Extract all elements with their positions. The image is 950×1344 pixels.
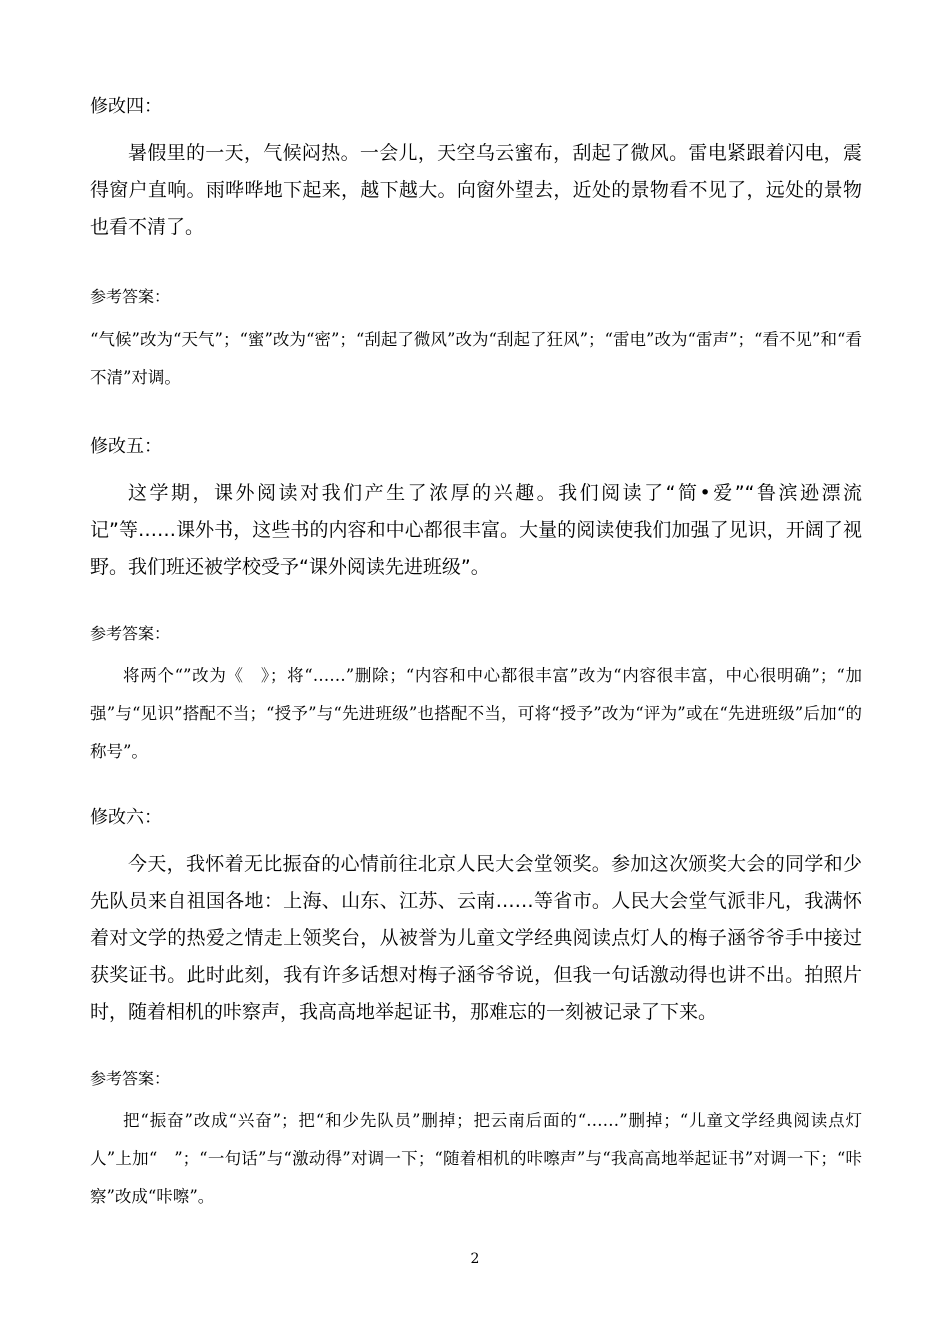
- section-five: [90, 436, 862, 586]
- answer-six: [90, 1068, 862, 1216]
- section-paragraph: 暑假里的一天，气候闷热。一会儿，天空乌云蜜布，刮起了微风。雷电紧跟着闪电，震得窗户直响。雨哗哗地下起来，越下越大。向窗外望去，近处的景物看不见了，远处的景物也看不清了。: [90, 142, 862, 238]
- section-label: 修改五：: [90, 436, 162, 457]
- answer-text: 把“振奋”改成“兴奋”；把“和少先队员”删掉；把云南后面的“……”删掉；“儿童文学经典阅读点灯人”上加“ ”；“一句话”与“激动得”对调一下；“随着相机的咔嚓声”与“我高高地举起证书”对调一下；“咔察”改成“咔嚓”。: [90, 1111, 862, 1206]
- page-number: 2: [470, 1251, 480, 1267]
- answer-four: [90, 286, 862, 397]
- section-label: 修改四：: [90, 96, 162, 117]
- section-label: 修改六：: [90, 807, 162, 828]
- answer-five: [90, 623, 862, 771]
- section-four: [90, 96, 862, 246]
- section-paragraph: 这学期，课外阅读对我们产生了浓厚的兴趣。我们阅读了“简•爱”“鲁滨逊漂流记”等……课外书，这些书的内容和中心都很丰富。大量的阅读使我们加强了见识，开阔了视野。我们班还被学校受予“课外阅读先进班级”。: [90, 482, 862, 578]
- answer-text: “气候”改为“天气”；“蜜”改为“密”；“刮起了微风”改为“刮起了狂风”；“雷电”改为“雷声”；“看不见”和“看不清”对调。: [90, 330, 862, 387]
- section-six: [90, 807, 862, 1031]
- answer-label: 参考答案：: [90, 624, 171, 643]
- section-paragraph: 今天，我怀着无比振奋的心情前往北京人民大会堂领奖。参加这次颁奖大会的同学和少先队员来自祖国各地：上海、山东、江苏、云南……等省市。人民大会堂气派非凡，我满怀着对文学的热爱之情走上领奖台，从被誉为儿童文学经典阅读点灯人的梅子涵爷爷手中接过获奖证书。此时此刻，我有许多话想对梅子涵爷爷说，但我一句话激动得也讲不出。拍照片时，随着相机的咔察声，我高高地举起证书，那难忘的一刻被记录了下来。: [90, 853, 862, 1023]
- answer-label: 参考答案：: [90, 287, 171, 306]
- answer-label: 参考答案：: [90, 1069, 171, 1088]
- answer-text: 将两个“”改为《 》；将“……”删除；“内容和中心都很丰富”改为“内容很丰富，中心很明确”；“加强”与“见识”搭配不当；“授予”与“先进班级”也搭配不当，可将“授予”改为“评为”或在“先进班级”后加“的称号”。: [90, 666, 862, 761]
